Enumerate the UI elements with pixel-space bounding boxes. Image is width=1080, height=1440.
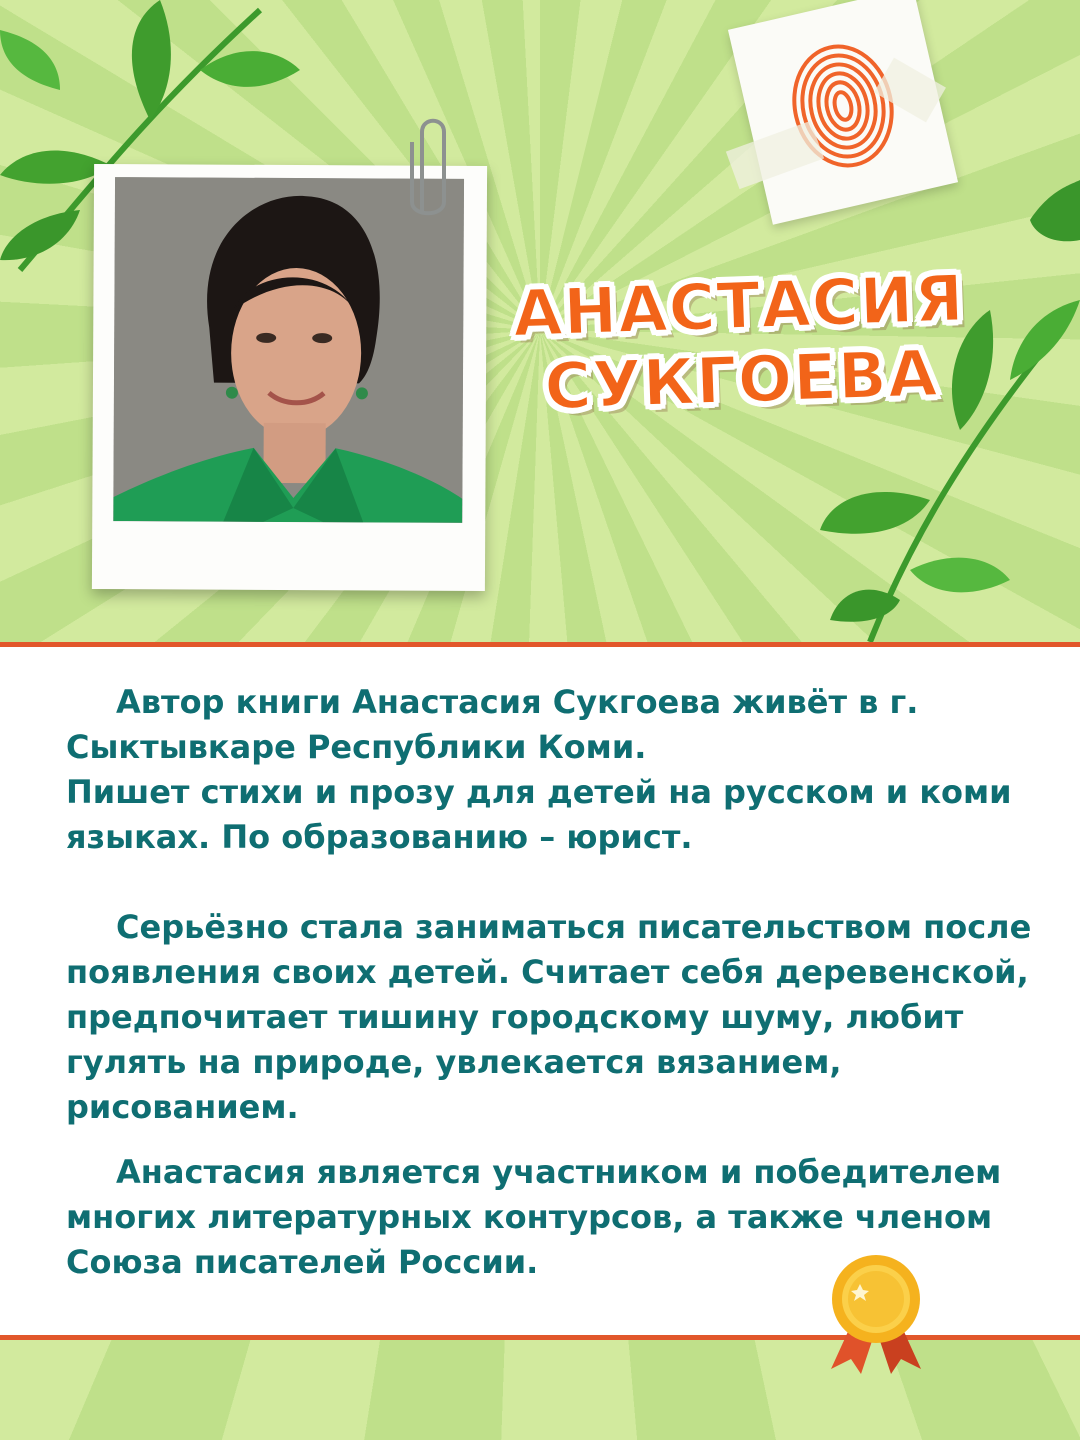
bio-paragraph-1-line-2: Сыктывкаре Республики Коми. (66, 728, 647, 766)
author-name-title (508, 262, 973, 426)
leaf-branch-bottom-icon (0, 1345, 1080, 1440)
bio-text (66, 680, 1036, 1285)
paperclip-icon (402, 112, 452, 222)
photo-frame (92, 164, 487, 591)
title-line-1: АНАСТАСИЯ (511, 262, 966, 352)
bio-paragraph-2: Пишет стихи и прозу для детей на русском и коми языках. По образованию – юрист. (66, 773, 1012, 856)
author-photo (113, 177, 464, 523)
bio-paragraph-4: Анастасия является участником и победителем многих литературных контурсов, а также членом Союза писателей России. (66, 1153, 1002, 1281)
title-line-2: СУКГОЕВА (543, 337, 940, 425)
bio-paragraph-3: Серьёзно стала заниматься писательством после появления своих детей. Считает себя деревенской, предпочитает тишину городскому шуму, любит гулять на природе, увлекается вязанием, рисованием. (66, 908, 1032, 1126)
bio-paragraph-1-line-1: Автор книги Анастасия Сукгоева живёт в г. (116, 683, 919, 721)
